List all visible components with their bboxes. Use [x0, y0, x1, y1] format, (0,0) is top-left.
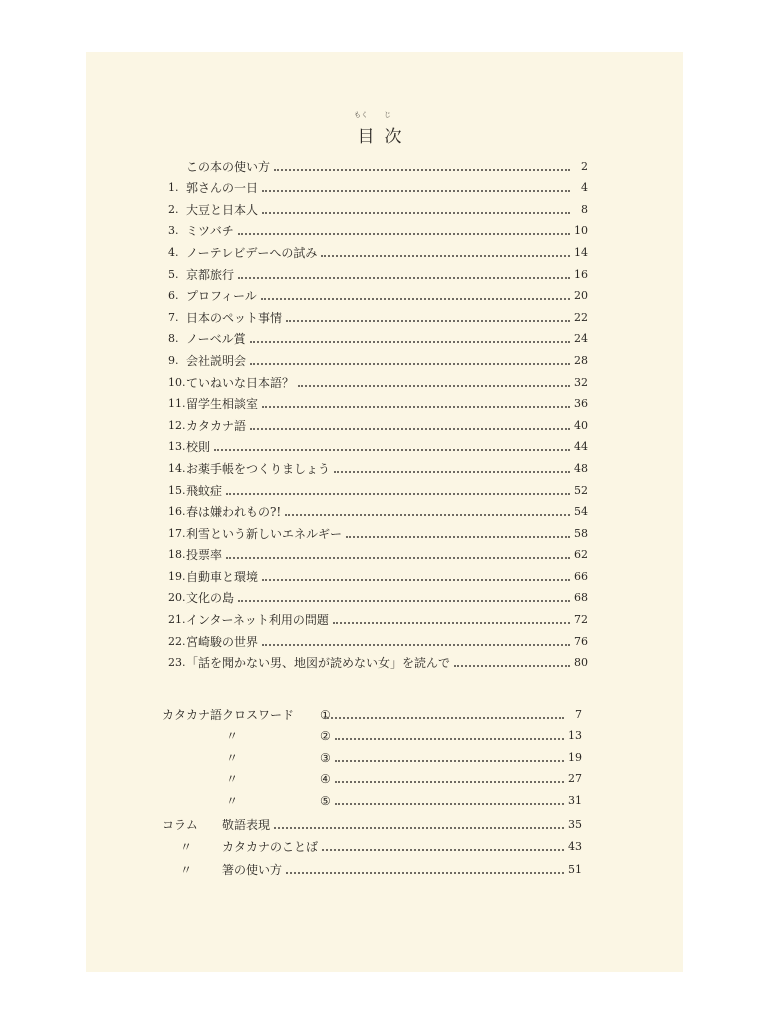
- dot-leader: [334, 470, 570, 473]
- dot-leader: [285, 513, 570, 516]
- toc-page: 13: [568, 729, 582, 743]
- toc-page: 44: [574, 440, 588, 454]
- toc-page: 20: [574, 289, 588, 303]
- toc-page: 32: [574, 375, 588, 389]
- toc-row: [168, 476, 588, 498]
- toc-row: [168, 519, 588, 541]
- dot-leader: [238, 276, 570, 279]
- toc-num: 13.: [168, 440, 186, 454]
- toc-row: [168, 174, 588, 196]
- toc-page: 76: [574, 634, 588, 648]
- toc-num: 14.: [168, 461, 186, 475]
- toc-label: カタカナ語: [186, 418, 247, 433]
- dot-leader: [250, 427, 570, 430]
- book-page: [86, 52, 683, 972]
- toc-row: [168, 411, 588, 433]
- dot-leader: [261, 297, 570, 300]
- toc-row: [168, 433, 588, 455]
- toc-row: [168, 303, 588, 325]
- toc-label: 日本のペット事情: [186, 310, 283, 325]
- toc-label: 京都旅行: [186, 267, 235, 282]
- dot-leader: [286, 319, 570, 322]
- column-row: [162, 854, 582, 877]
- toc-label: ノーテレビデーへの試み: [186, 245, 318, 260]
- crossword-row: [162, 743, 582, 765]
- toc-page: 10: [574, 224, 588, 238]
- toc-page: 68: [574, 591, 588, 605]
- dot-leader: [214, 448, 570, 451]
- toc-page: 14: [574, 245, 588, 259]
- dot-leader: [322, 848, 564, 851]
- column-row: [162, 809, 582, 832]
- toc-label: 大豆と日本人: [186, 202, 259, 217]
- toc-page: 43: [568, 840, 582, 853]
- dot-leader: [238, 599, 570, 602]
- title-ruby-1: もく: [354, 111, 368, 119]
- toc-label: お薬手帳をつくりましょう: [186, 461, 331, 476]
- toc-label: 投票率: [186, 548, 223, 563]
- toc-list: [168, 152, 588, 670]
- toc-page: 4: [581, 181, 588, 195]
- dot-leader: [226, 556, 570, 559]
- toc-label: 宮崎駿の世界: [186, 634, 259, 649]
- dot-leader: [250, 340, 570, 343]
- toc-page: 40: [574, 418, 588, 432]
- crossword-row: カタカナ語クロスワード ① 7: [162, 707, 582, 722]
- toc-num: 23.: [168, 656, 186, 670]
- toc-num: 21.: [168, 613, 186, 627]
- toc-page: 22: [574, 310, 588, 324]
- dot-leader: [454, 664, 570, 667]
- crossword-mark: ③: [320, 750, 331, 765]
- toc-label: ていねいな日本語？: [186, 375, 295, 390]
- toc-label: 利雪という新しいエネルギー: [186, 526, 343, 541]
- toc-label: 飛蚊症: [186, 483, 223, 498]
- dot-leader: [250, 362, 570, 365]
- dot-leader: [262, 211, 570, 214]
- toc-page: 48: [574, 461, 588, 475]
- toc-label: プロフィール: [186, 289, 257, 304]
- toc-page: 19: [568, 750, 582, 764]
- toc-row: [168, 605, 588, 627]
- toc-row: [168, 562, 588, 584]
- toc-num: 4.: [168, 245, 179, 259]
- crossword-row: [162, 786, 582, 808]
- dot-leader: [335, 780, 564, 783]
- toc-label: 会社説明会: [186, 353, 247, 368]
- dot-leader: [262, 189, 570, 192]
- toc-num: 12.: [168, 418, 186, 432]
- toc-row: [168, 584, 588, 606]
- toc-row: [168, 390, 588, 412]
- dot-leader: [346, 535, 570, 538]
- toc-label: 郭さんの一日: [186, 181, 259, 196]
- toc-num: 18.: [168, 548, 186, 562]
- crossword-mark: ④: [320, 772, 331, 787]
- toc-num: 9.: [168, 353, 179, 367]
- dot-leader: [321, 254, 570, 257]
- toc-row: [168, 649, 588, 671]
- toc-row: [168, 260, 588, 282]
- toc-num: 22.: [168, 634, 186, 648]
- column-prefix: コラム: [162, 817, 198, 832]
- column-label: 箸の使い方: [222, 862, 283, 877]
- toc-label: この本の使い方: [186, 159, 271, 174]
- toc-label: インターネット利用の問題: [186, 613, 329, 628]
- dot-leader: [274, 168, 570, 171]
- toc-page: 28: [574, 353, 588, 367]
- toc-num: 20.: [168, 591, 186, 605]
- toc-num: 10.: [168, 375, 186, 389]
- toc-row: [168, 627, 588, 649]
- toc-label: ノーベル賞: [186, 332, 246, 347]
- crossword-row: [162, 765, 582, 787]
- toc-label: ミツバチ: [186, 224, 234, 239]
- toc-label: 校則: [186, 440, 211, 455]
- toc-label: 「話を聞かない男、地図が読めない女」を読んで: [186, 656, 451, 671]
- dot-leader: [262, 405, 570, 408]
- ditto-mark: 〃: [225, 772, 238, 787]
- toc-row: [168, 346, 588, 368]
- column-label: 敬語表現: [222, 817, 271, 832]
- dot-leader: [335, 737, 564, 740]
- dot-leader: [286, 871, 564, 874]
- dot-leader: [262, 643, 570, 646]
- toc-page: 24: [574, 332, 588, 346]
- ditto-mark: 〃: [180, 862, 193, 877]
- crossword-list: [162, 700, 582, 808]
- toc-label: 春は嫌われもの?!: [186, 505, 282, 520]
- toc-num: 19.: [168, 569, 186, 583]
- ditto-mark: 〃: [180, 840, 193, 854]
- toc-row: [168, 238, 588, 260]
- toc-page: 72: [574, 613, 588, 627]
- toc-page: 27: [568, 772, 582, 786]
- toc-page: 16: [574, 267, 588, 281]
- toc-num: 7.: [168, 310, 179, 324]
- toc-num: 15.: [168, 483, 186, 497]
- toc-page: 2: [581, 159, 588, 173]
- toc-num: 5.: [168, 267, 179, 281]
- toc-page: 66: [574, 569, 588, 583]
- column-label: カタカナのことば: [222, 840, 319, 854]
- toc-page: 35: [568, 817, 582, 831]
- toc-num: 1.: [168, 181, 179, 195]
- toc-page: 51: [568, 862, 582, 876]
- dot-leader: [324, 716, 564, 719]
- toc-num: 3.: [168, 224, 179, 238]
- toc-row: [168, 217, 588, 239]
- ditto-mark: 〃: [225, 793, 238, 808]
- ditto-mark: 〃: [225, 750, 238, 765]
- dot-leader: [274, 826, 564, 829]
- dot-leader: [262, 578, 570, 581]
- crossword-mark: ②: [320, 729, 331, 744]
- toc-page: 62: [574, 548, 588, 562]
- toc-row: [168, 195, 588, 217]
- toc-row: [168, 282, 588, 304]
- toc-num: 6.: [168, 289, 179, 303]
- toc-num: 16.: [168, 505, 186, 519]
- crossword-label: カタカナ語クロスワード: [162, 707, 295, 722]
- toc-label: 文化の島: [186, 591, 235, 606]
- toc-label: 留学生相談室: [186, 397, 259, 412]
- dot-leader: [335, 802, 564, 805]
- toc-num: 2.: [168, 202, 179, 216]
- title-ruby-2: じ: [384, 111, 391, 119]
- toc-page: 54: [574, 505, 588, 519]
- toc-row: [168, 498, 588, 520]
- dot-leader: [226, 492, 570, 495]
- title-text: 目次: [357, 127, 412, 147]
- toc-page: 36: [574, 397, 588, 411]
- page-title: [86, 111, 683, 147]
- dot-leader: [238, 232, 570, 235]
- crossword-row: [162, 722, 582, 744]
- toc-page: 80: [574, 656, 588, 670]
- toc-page: 31: [568, 793, 582, 807]
- dot-leader: [335, 759, 564, 762]
- toc-row: [168, 541, 588, 563]
- toc-num: 17.: [168, 526, 186, 540]
- toc-label: 自動車と環境: [186, 569, 259, 584]
- toc-row: [168, 454, 588, 476]
- toc-num: 8.: [168, 332, 179, 346]
- ditto-mark: 〃: [225, 729, 238, 744]
- toc-page: 8: [581, 202, 588, 216]
- toc-row-intro: [168, 152, 588, 174]
- column-list: [162, 809, 582, 877]
- toc-num: 11.: [168, 397, 186, 411]
- dot-leader: [333, 621, 570, 624]
- toc-page: 52: [574, 483, 588, 497]
- dot-leader: [298, 384, 570, 387]
- toc-row: [168, 368, 588, 390]
- toc-page: 58: [574, 526, 588, 540]
- column-row: [162, 832, 582, 855]
- toc-row: [168, 325, 588, 347]
- crossword-mark: ⑤: [320, 793, 331, 808]
- toc-page: 7: [575, 707, 582, 721]
